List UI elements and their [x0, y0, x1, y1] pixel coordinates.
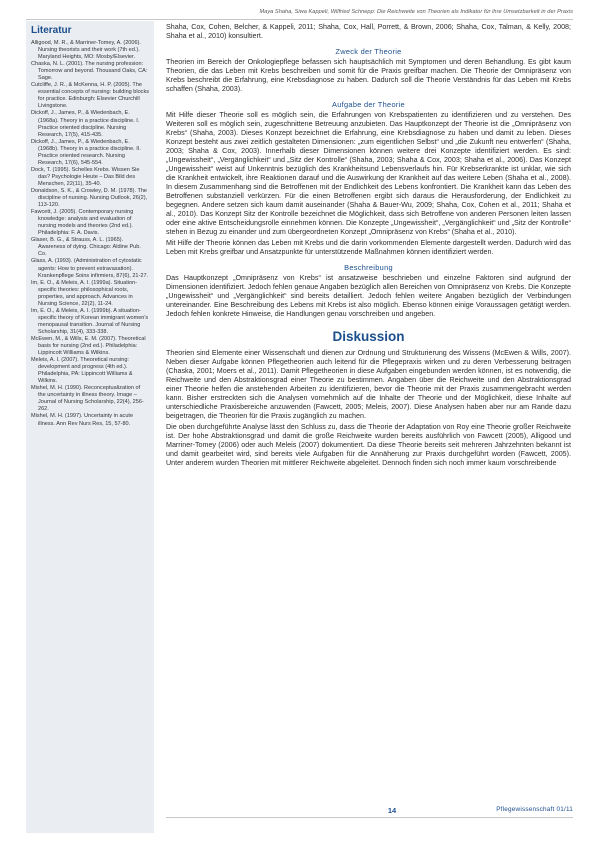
page-number: 14	[387, 806, 397, 815]
reference-item: Dickoff, J., James, P., & Wiedenbach, E. (1968a). Theory in a practice discipline. I. Practice oriented discipline. Nursing Research, 17(5), 415-435.	[31, 110, 140, 138]
reference-item: Dickoff, J., James, P., & Wiedenbach, E. (1968b). Theory in a practice discipline. II. Practice oriented research. Nursing Research, 17(6), 545-554.	[31, 138, 141, 166]
main-column	[166, 23, 571, 470]
running-head: Maya Shaha, Siwa Kappeli, Wilfried Schnepp: Die Reichweite von Theorien als Indikator für ihre Umsetzbarkeit in der Praxis	[259, 9, 573, 15]
journal-name: Pflegewissenschaft 01/11	[496, 806, 573, 813]
reference-item: Im, E. O., & Meleis, A. I. (1999b). A situation-specific theory of Korean immigrant women's menopausal transition. Journal of Nursing Scholarship, 31(4), 333-338.	[31, 307, 149, 335]
literature-sidebar	[26, 21, 154, 833]
reference-item: Glass, A. (1993). (Administration of cytostatic agents: How to prevent extravasation). Krankenpflege Soins infirmiers, 87(6), 21-27.	[31, 258, 149, 279]
header-rule	[26, 19, 573, 20]
reference-item: Dock, T. (1995). Schelles Krebs. Wissen Sie das? Psychologie Heute – Das Bild des Menschen, 22(11), 35-40.	[31, 166, 140, 187]
reference-item: Donaldson, S. K., & Crowley, D. M. (1978). The discipline of nursing. Nursing Outlook, 26(2), 113-120.	[31, 187, 148, 209]
reference-item: Chaska, N. L. (2001). The nursing profession: Tomorrow and beyond. Thousand Oaks, CA: Sage.	[31, 61, 148, 82]
footer-rule	[166, 817, 573, 818]
aufgabe-paragraph: Mit Hilfe dieser Theorie soll es möglich sein, die Erfahrungen von Krebspatienten zu identifizieren und zu verstehen. Des Weiteren soll es möglich sein, zugeschnittene Betreuung anzubieten. Das Hauptkonzept der Theorie ist die „Omnipräsenz von Krebs“ (Shaha, 2003). Dieses Konzept bezeichnet die Erfahrung, eine Krebsdiagnose zu haben und damit zu leben. Dieses Konzept besteht aus zwei zeitlich gestalteten Dimensionen: „zum eigentlichen Selbst“ und „die Zukunft neu entwerfen“ (Shaha, 2003; Shaha & Cox, 2003). Innerhalb dieser Dimensionen können weitere drei Konzepte identifiziert werden. Es sind: „Ungewissheit“, „Vergänglichkeit“ und „Sitz der Kontrolle“ (Shaha, 2003; Shaha & Cox, 2003; Shaha et al., 2006). Das Konzept „Ungewissheit“ weist auf Unkenntnis bezüglich des Krankheitsund Lebensverlaufs hin. Für Krebserkrankte ist unklar, wie sich die Krankheit entwickelt, ihre Reaktionen darauf und die Auswirkung der Krankheit auf das weitere Leben (Shaha et al., 2008). In diesem Zusammenhang sind die Betroffenen mit der Endlichkeit des Lebens konfrontiert. Die Krankheit kann das Leben des Betroffenen substanziell verkürzen. Für die einen Betroffenen ergibt sich daraus die Herausforderung, der Endlichkeit zu begegnen. Andere setzen sich kaum damit auseinander (Shaha & Bauer-Wu, 2009; Shaha, Cox, Cohen et al., 2011; Shaha et al., 2010). Das Konzept Sitz der Kontrolle bezeichnet die Möglichkeit, dass sich Betroffene von anderen Personen leiten lassen oder eine aktive Entscheidungsrolle einnehmen können. Die Konzepte „Ungewissheit“, „Vergänglichkeit“ und „Sitz der Kontrolle“ stehen in Bezug zu einander und zum übergeordneten Konzept „Omnipräsenz von Krebs“ (Shaha et al., 2010).	[166, 110, 571, 236]
diskussion-paragraph-2: Die oben durchgeführte Analyse lässt den Schluss zu, dass die Theorie der Adaptation von Roy eine Theorie großer Reichweite ist. Der hohe Abstraktionsgrad und damit die große Reichweite wurden bereits ausführlich von Fawcett (2005), Alligood und Marriner-Tomey (2006) oder auch Meleis (2007) dokumentiert. Da diese Theorie bereits seit mehreren Jahrzehnten bekannt ist und damit gearbeitet wird, sind bereits viele Aufgaben für die Annäherung zur Praxis durchgeführt worden (Fawcett, 2005). Unter anderem wurden Theorien mit mittlerer Reichweite abgeleitet. Dennoch finden sich noch immer kaum vorschreibende	[166, 422, 571, 467]
reference-item: Im, E. O., & Meleis, A. I. (1999a). Situation-specific theories: philosophical roots, properties, and approach. Advances in Nursing Science, 22(2), 11-24.	[31, 279, 138, 307]
reference-item: Fawcett, J. (2005). Contemporary nursing knowledge: analysis and evaluation of nursing models and theories (2nd ed.). Philadelphia: F. A. Davis.	[31, 209, 134, 237]
reference-item: Mishel, M. H. (1990). Reconceptualization of the uncertainty in illness theory. Image – Journal of Nursing Scholarship, 22(4), 256-262.	[31, 385, 144, 413]
reference-item: McEwen, M., & Wills, E. M. (2007). Theoretical basis for nursing (2nd ed.). Philadelphia: Lippincott Williams & Wilkins.	[31, 335, 146, 357]
aufgabe-paragraph-2: Mit Hilfe der Theorie können das Leben mit Krebs und die darin vorkommenden Elemente dargestellt werden. Dadurch wird das Leben mit Krebs greifbar und Ansatzpunkte für unterstützende Maßnahmen können identifiziert werden.	[166, 238, 571, 256]
beschreibung-paragraph: Das Hauptkonzept „Omnipräsenz von Krebs“ ist ansatzweise beschrieben und einzelne Faktoren sind aufgrund der Dimensionen identifiziert. Jedoch fehlen genaue Angaben bezüglich allen Bereichen von Omnipräsenz von Krebs. Die Konzepte „Ungewissheit“ und „Vergänglichkeit“ sind bereits detailliert. Jedoch fehlen weitere Angaben bezüglich der Verbindungen untereinander. Eine Beschreibung des Lebens mit Krebs ist also möglich. Ebenso können einige Voraussagen getätigt werden. Jedoch fehlen konkrete Hinweise, die Handlungen genau vorschreiben und angeben.	[166, 273, 571, 318]
reference-item: Cutcliffe, J. R., & McKenna, H. P. (2005). The essential concepts of nursing: building blocks for practice. Edinburgh: Elsevier Churchill Livingstone.	[31, 82, 150, 110]
section-heading-beschreibung: Beschreibung	[344, 262, 393, 272]
sidebar-title: Literatur	[31, 25, 72, 36]
diskussion-paragraph: Theorien sind Elemente einer Wissenschaft und dienen zur Ordnung und Strukturierung des Wissens (McEwen & Wills, 2007). Neben dieser Aufgabe können Pflegetheorien auch leitend für die Pflegepraxis wirken und zu deren Verbesserung beitragen (Chaska, 2001; Moers et al., 2011). Damit Pflegetheorien in diese Aufgaben eingebunden werden können, ist es notwendig, die Reichweite und den Abstraktionsgrad einer Theorie zu bestimmen. Angaben über die Reichweite und den Abstraktionsgrad einer Theorie helfen die anstehenden Arbeiten zu identifizieren, bevor die Theorie mit der Praxis zusammengebracht werden kann. Bisher erstreckten sich die Analysen vornehmlich auf die Inhalte der Theorie und der Möglichkeit, diese Inhalte auf unterschiedliche Praxisbereiche anzuwenden (Fawcett, 2005; Meleis, 2007). Diese Analysen haben aber nur am Rande dazu beigetragen, die Theorien für die Praxis zugänglich zu machen.	[166, 348, 571, 420]
section-heading-diskussion: Diskussion	[332, 328, 405, 344]
reference-item: Meleis, A. I. (2007). Theoretical nursing: development and progress (4th ed.). Philadelphia, PA: Lippincott Williams & Wilkins.	[31, 357, 133, 385]
reference-item: Alligood, M. R., & Marriner-Tomey, A. (2006). Nursing theorists and their work (7th ed.). Maryland Heights, MO: Mosby/Elsevier.	[31, 40, 141, 61]
reference-item: Mishel, M. H. (1997). Uncertainty in acute illness. Ann Rev Nurs Res, 15, 57-80.	[31, 413, 134, 427]
section-heading-aufgabe: Aufgabe der Theorie	[332, 99, 405, 109]
zweck-paragraph: Theorien im Bereich der Onkologiepflege befassen sich hauptsächlich mit Symptomen und deren Behandlung. Es gibt kaum Theorien, die das Leben mit Krebs beschreiben und somit für die Praxis greifbar machen. Die Theorie der Omnipräsenz von Krebs beschreibt die Erfahrung, eine Krebsdiagnose zu haben. Dadurch soll die Theorie Verständnis für das Leben mit Krebs schaffen (Shaha, 2003).	[166, 57, 571, 93]
reference-item: Glaser, B. G., & Strauss, A. L. (1965). Awareness of dying. Chicago: Aldine Pub. Co.	[31, 237, 141, 258]
intro-paragraph: Shaha, Cox, Cohen, Belcher, & Kappeli, 2011; Shaha, Cox, Hall, Porrett, & Brown, 2006; Shaha, Cox, Talman, & Kelly, 2008; Shaha et al., 2010) konsultiert.	[166, 23, 571, 40]
section-heading-zweck: Zweck der Theorie	[335, 46, 402, 56]
